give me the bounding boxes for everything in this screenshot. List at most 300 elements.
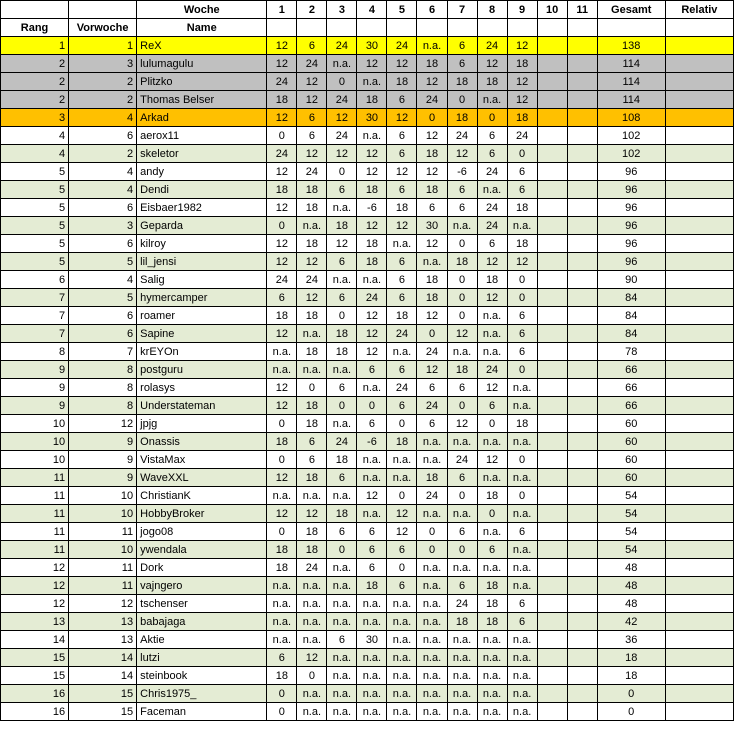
week-score-cell: 24: [417, 91, 447, 109]
week-score-cell: n.a.: [297, 217, 327, 235]
relativ-cell: [665, 199, 733, 217]
week-score-cell: 18: [477, 271, 507, 289]
week-score-cell: n.a.: [477, 307, 507, 325]
table-row: [1, 667, 734, 685]
week-score-cell: 18: [297, 469, 327, 487]
relativ-cell: [665, 325, 733, 343]
week-score-cell: n.a.: [417, 577, 447, 595]
week-score-cell: n.a.: [507, 469, 537, 487]
week-score-cell: 0: [327, 541, 357, 559]
week-score-cell: n.a.: [447, 631, 477, 649]
week-score-cell: n.a.: [477, 703, 507, 721]
relativ-cell: [665, 55, 733, 73]
week-score-cell: 30: [357, 109, 387, 127]
week-score-cell: 0: [417, 541, 447, 559]
table-row: [1, 685, 734, 703]
week-score-cell: n.a.: [267, 631, 297, 649]
week-score-cell: 12: [387, 109, 417, 127]
week-score-cell: 18: [357, 577, 387, 595]
week-score-cell: 18: [417, 145, 447, 163]
relativ-cell: [665, 253, 733, 271]
week-score-cell: 12: [297, 649, 327, 667]
week-score-cell: 6: [477, 145, 507, 163]
week-score-cell: 18: [327, 505, 357, 523]
relativ-cell: [665, 649, 733, 667]
gesamt-cell: 96: [597, 163, 665, 181]
week-score-cell: 12: [507, 253, 537, 271]
week-score-cell: 6: [297, 109, 327, 127]
week-score-cell: 6: [327, 523, 357, 541]
header-week-8: 8: [477, 1, 507, 19]
rang-cell: 1: [1, 37, 69, 55]
header-blank-vorwoche: [69, 1, 137, 19]
gesamt-cell: 18: [597, 649, 665, 667]
vorwoche-cell: 4: [69, 109, 137, 127]
name-cell: Faceman: [137, 703, 267, 721]
week-score-cell: [567, 91, 597, 109]
relativ-cell: [665, 613, 733, 631]
week-score-cell: 12: [267, 37, 297, 55]
week-score-cell: n.a.: [477, 559, 507, 577]
relativ-cell: [665, 685, 733, 703]
week-score-cell: n.a.: [387, 469, 417, 487]
rang-cell: 14: [1, 631, 69, 649]
week-score-cell: 12: [507, 73, 537, 91]
table-row: [1, 127, 734, 145]
week-score-cell: 0: [267, 127, 297, 145]
header-sub-blank: [327, 19, 357, 37]
relativ-cell: [665, 271, 733, 289]
week-score-cell: 24: [267, 145, 297, 163]
week-score-cell: [567, 505, 597, 523]
week-score-cell: [567, 217, 597, 235]
week-score-cell: n.a.: [357, 379, 387, 397]
week-score-cell: 18: [357, 91, 387, 109]
relativ-cell: [665, 487, 733, 505]
week-score-cell: 12: [507, 37, 537, 55]
week-score-cell: 6: [447, 523, 477, 541]
week-score-cell: n.a.: [327, 595, 357, 613]
week-score-cell: 18: [507, 55, 537, 73]
rang-cell: 10: [1, 433, 69, 451]
week-score-cell: n.a.: [357, 469, 387, 487]
week-score-cell: n.a.: [357, 73, 387, 91]
week-score-cell: n.a.: [447, 649, 477, 667]
week-score-cell: 6: [387, 253, 417, 271]
week-score-cell: 18: [297, 235, 327, 253]
week-score-cell: 18: [327, 343, 357, 361]
week-score-cell: 18: [267, 559, 297, 577]
name-cell: kilroy: [137, 235, 267, 253]
name-cell: Understateman: [137, 397, 267, 415]
week-score-cell: 24: [477, 217, 507, 235]
week-score-cell: n.a.: [327, 55, 357, 73]
week-score-cell: 12: [447, 325, 477, 343]
week-score-cell: [567, 307, 597, 325]
vorwoche-cell: 4: [69, 163, 137, 181]
week-score-cell: [537, 73, 567, 91]
week-score-cell: 12: [297, 91, 327, 109]
week-score-cell: 6: [387, 127, 417, 145]
week-score-cell: [537, 649, 567, 667]
week-score-cell: [567, 415, 597, 433]
week-score-cell: 6: [357, 415, 387, 433]
week-score-cell: 12: [267, 397, 297, 415]
week-score-cell: 24: [327, 37, 357, 55]
week-score-cell: n.a.: [507, 217, 537, 235]
week-score-cell: n.a.: [357, 505, 387, 523]
vorwoche-cell: 2: [69, 145, 137, 163]
week-score-cell: 6: [267, 649, 297, 667]
week-score-cell: 6: [327, 181, 357, 199]
table-row: [1, 235, 734, 253]
week-score-cell: 0: [447, 289, 477, 307]
week-score-cell: n.a.: [417, 505, 447, 523]
week-score-cell: 24: [447, 595, 477, 613]
header-week-5: 5: [387, 1, 417, 19]
week-score-cell: 12: [477, 379, 507, 397]
rang-cell: 5: [1, 235, 69, 253]
week-score-cell: [537, 577, 567, 595]
week-score-cell: 6: [447, 577, 477, 595]
relativ-cell: [665, 397, 733, 415]
table-row: [1, 91, 734, 109]
name-cell: Aktie: [137, 631, 267, 649]
week-score-cell: 12: [357, 325, 387, 343]
rang-cell: 5: [1, 253, 69, 271]
week-score-cell: n.a.: [477, 667, 507, 685]
name-cell: krEYOn: [137, 343, 267, 361]
table-row: [1, 55, 734, 73]
week-score-cell: 18: [387, 307, 417, 325]
table-row: [1, 361, 734, 379]
table-row: [1, 703, 734, 721]
header-sub-blank: [537, 19, 567, 37]
name-cell: HobbyBroker: [137, 505, 267, 523]
relativ-cell: [665, 181, 733, 199]
week-score-cell: 0: [417, 523, 447, 541]
header-week-11: 11: [567, 1, 597, 19]
week-score-cell: 24: [297, 55, 327, 73]
week-score-cell: 6: [447, 469, 477, 487]
table-row: [1, 325, 734, 343]
name-cell: Sapine: [137, 325, 267, 343]
rang-cell: 2: [1, 73, 69, 91]
gesamt-cell: 96: [597, 253, 665, 271]
week-score-cell: 12: [387, 523, 417, 541]
vorwoche-cell: 15: [69, 685, 137, 703]
week-score-cell: 12: [357, 487, 387, 505]
header-sub-blank: [297, 19, 327, 37]
week-score-cell: 18: [357, 181, 387, 199]
week-score-cell: [567, 289, 597, 307]
week-score-cell: 12: [417, 235, 447, 253]
week-score-cell: 18: [447, 253, 477, 271]
name-cell: ReX: [137, 37, 267, 55]
header-sub-blank: [567, 19, 597, 37]
week-score-cell: n.a.: [507, 703, 537, 721]
vorwoche-cell: 8: [69, 397, 137, 415]
week-score-cell: 24: [477, 163, 507, 181]
week-score-cell: 0: [477, 109, 507, 127]
week-score-cell: n.a.: [507, 631, 537, 649]
week-score-cell: 6: [417, 415, 447, 433]
week-score-cell: 12: [297, 505, 327, 523]
week-score-cell: 6: [387, 541, 417, 559]
week-score-cell: n.a.: [297, 325, 327, 343]
vorwoche-cell: 14: [69, 667, 137, 685]
table-row: [1, 163, 734, 181]
name-cell: hymercamper: [137, 289, 267, 307]
week-score-cell: n.a.: [477, 91, 507, 109]
week-score-cell: [537, 451, 567, 469]
name-cell: lutzi: [137, 649, 267, 667]
week-score-cell: n.a.: [387, 451, 417, 469]
week-score-cell: [537, 289, 567, 307]
gesamt-cell: 18: [597, 667, 665, 685]
week-score-cell: 6: [357, 361, 387, 379]
week-score-cell: 0: [387, 487, 417, 505]
gesamt-cell: 84: [597, 307, 665, 325]
week-score-cell: 18: [297, 541, 327, 559]
week-score-cell: 6: [297, 451, 327, 469]
relativ-cell: [665, 469, 733, 487]
week-score-cell: 12: [477, 451, 507, 469]
table-row: [1, 433, 734, 451]
table-row: [1, 271, 734, 289]
vorwoche-cell: 1: [69, 37, 137, 55]
week-score-cell: 18: [447, 73, 477, 91]
week-score-cell: n.a.: [297, 595, 327, 613]
week-score-cell: 18: [507, 415, 537, 433]
rang-cell: 9: [1, 379, 69, 397]
week-score-cell: n.a.: [477, 631, 507, 649]
week-score-cell: 6: [327, 253, 357, 271]
week-score-cell: [537, 163, 567, 181]
week-score-cell: 24: [477, 199, 507, 217]
week-score-cell: n.a.: [447, 505, 477, 523]
week-score-cell: 6: [507, 325, 537, 343]
week-score-cell: 24: [477, 361, 507, 379]
week-score-cell: 18: [267, 541, 297, 559]
week-score-cell: 6: [507, 163, 537, 181]
week-score-cell: 0: [387, 415, 417, 433]
week-score-cell: 0: [327, 163, 357, 181]
week-score-cell: -6: [357, 199, 387, 217]
week-score-cell: 24: [267, 73, 297, 91]
week-score-cell: n.a.: [417, 649, 447, 667]
week-score-cell: 18: [267, 181, 297, 199]
gesamt-cell: 114: [597, 55, 665, 73]
week-score-cell: [537, 379, 567, 397]
week-score-cell: 12: [417, 163, 447, 181]
week-score-cell: 12: [357, 343, 387, 361]
week-score-cell: n.a.: [417, 37, 447, 55]
week-score-cell: [567, 73, 597, 91]
week-score-cell: 12: [267, 55, 297, 73]
week-score-cell: n.a.: [387, 235, 417, 253]
header-name: Name: [137, 19, 267, 37]
week-score-cell: [567, 397, 597, 415]
week-score-cell: 18: [297, 181, 327, 199]
week-score-cell: [567, 523, 597, 541]
table-row: [1, 415, 734, 433]
week-score-cell: [567, 37, 597, 55]
week-score-cell: 12: [357, 55, 387, 73]
week-score-cell: [567, 325, 597, 343]
rang-cell: 5: [1, 163, 69, 181]
week-score-cell: [567, 469, 597, 487]
relativ-cell: [665, 91, 733, 109]
rang-cell: 12: [1, 577, 69, 595]
week-score-cell: 24: [297, 559, 327, 577]
rang-cell: 7: [1, 325, 69, 343]
week-score-cell: 18: [447, 361, 477, 379]
week-score-cell: 24: [387, 325, 417, 343]
week-score-cell: n.a.: [297, 613, 327, 631]
week-score-cell: 6: [387, 361, 417, 379]
week-score-cell: [537, 685, 567, 703]
rang-cell: 3: [1, 109, 69, 127]
week-score-cell: n.a.: [417, 595, 447, 613]
week-score-cell: 0: [447, 541, 477, 559]
table-row: [1, 289, 734, 307]
week-score-cell: n.a.: [387, 613, 417, 631]
week-score-cell: n.a.: [327, 559, 357, 577]
rang-cell: 4: [1, 145, 69, 163]
relativ-cell: [665, 145, 733, 163]
week-score-cell: 24: [447, 127, 477, 145]
name-cell: Eisbaer1982: [137, 199, 267, 217]
gesamt-cell: 60: [597, 451, 665, 469]
week-score-cell: n.a.: [417, 613, 447, 631]
week-score-cell: 12: [357, 217, 387, 235]
vorwoche-cell: 10: [69, 487, 137, 505]
table-row: [1, 199, 734, 217]
rang-cell: 16: [1, 703, 69, 721]
name-cell: Arkad: [137, 109, 267, 127]
week-score-cell: 18: [357, 253, 387, 271]
week-score-cell: n.a.: [447, 703, 477, 721]
week-score-cell: n.a.: [297, 631, 327, 649]
table-row: [1, 451, 734, 469]
week-score-cell: 0: [447, 235, 477, 253]
week-score-cell: [537, 91, 567, 109]
header-sub-blank: [477, 19, 507, 37]
relativ-cell: [665, 289, 733, 307]
week-score-cell: 0: [447, 307, 477, 325]
rang-cell: 11: [1, 469, 69, 487]
table-row: [1, 487, 734, 505]
week-score-cell: 12: [267, 163, 297, 181]
week-score-cell: n.a.: [507, 505, 537, 523]
week-score-cell: 12: [417, 307, 447, 325]
week-score-cell: [537, 541, 567, 559]
relativ-cell: [665, 73, 733, 91]
week-score-cell: n.a.: [477, 343, 507, 361]
header-blank-rang: [1, 1, 69, 19]
table-row: [1, 73, 734, 91]
relativ-cell: [665, 343, 733, 361]
week-score-cell: 24: [357, 289, 387, 307]
vorwoche-cell: 4: [69, 271, 137, 289]
vorwoche-cell: 10: [69, 541, 137, 559]
week-score-cell: 12: [417, 361, 447, 379]
name-cell: Onassis: [137, 433, 267, 451]
week-score-cell: n.a.: [327, 613, 357, 631]
header-sub-blank: [267, 19, 297, 37]
week-score-cell: 24: [417, 343, 447, 361]
week-score-cell: n.a.: [297, 703, 327, 721]
week-score-cell: 18: [267, 433, 297, 451]
week-score-cell: 6: [477, 127, 507, 145]
week-score-cell: [537, 415, 567, 433]
week-score-cell: 6: [417, 379, 447, 397]
week-score-cell: 24: [297, 271, 327, 289]
week-score-cell: 24: [267, 271, 297, 289]
week-score-cell: n.a.: [387, 703, 417, 721]
week-score-cell: [537, 613, 567, 631]
week-score-cell: n.a.: [327, 271, 357, 289]
week-score-cell: 18: [477, 487, 507, 505]
week-score-cell: [537, 361, 567, 379]
header-sub-blank: [357, 19, 387, 37]
week-score-cell: 18: [387, 199, 417, 217]
relativ-cell: [665, 307, 733, 325]
vorwoche-cell: 13: [69, 631, 137, 649]
week-score-cell: n.a.: [297, 577, 327, 595]
week-score-cell: n.a.: [477, 433, 507, 451]
header-sub-blank: [665, 19, 733, 37]
name-cell: Dendi: [137, 181, 267, 199]
week-score-cell: 6: [327, 289, 357, 307]
week-score-cell: n.a.: [357, 451, 387, 469]
week-score-cell: 12: [297, 145, 327, 163]
week-score-cell: n.a.: [507, 397, 537, 415]
week-score-cell: 6: [507, 307, 537, 325]
table-row: [1, 631, 734, 649]
gesamt-cell: 96: [597, 181, 665, 199]
week-score-cell: [537, 55, 567, 73]
gesamt-cell: 0: [597, 685, 665, 703]
week-score-cell: n.a.: [507, 541, 537, 559]
week-score-cell: 6: [507, 613, 537, 631]
vorwoche-cell: 6: [69, 127, 137, 145]
week-score-cell: n.a.: [477, 469, 507, 487]
gesamt-cell: 0: [597, 703, 665, 721]
gesamt-cell: 84: [597, 325, 665, 343]
week-score-cell: 18: [417, 469, 447, 487]
week-score-cell: 24: [327, 127, 357, 145]
week-score-cell: [537, 217, 567, 235]
week-score-cell: 18: [297, 415, 327, 433]
gesamt-cell: 102: [597, 127, 665, 145]
rang-cell: 5: [1, 181, 69, 199]
rang-cell: 2: [1, 55, 69, 73]
week-score-cell: n.a.: [387, 343, 417, 361]
rang-cell: 16: [1, 685, 69, 703]
week-score-cell: n.a.: [417, 559, 447, 577]
week-score-cell: 12: [267, 379, 297, 397]
week-score-cell: n.a.: [387, 685, 417, 703]
week-score-cell: 18: [357, 235, 387, 253]
week-score-cell: 6: [357, 559, 387, 577]
header-week-6: 6: [417, 1, 447, 19]
vorwoche-cell: 9: [69, 451, 137, 469]
week-score-cell: [537, 397, 567, 415]
week-score-cell: 24: [387, 37, 417, 55]
header-sub-blank: [387, 19, 417, 37]
